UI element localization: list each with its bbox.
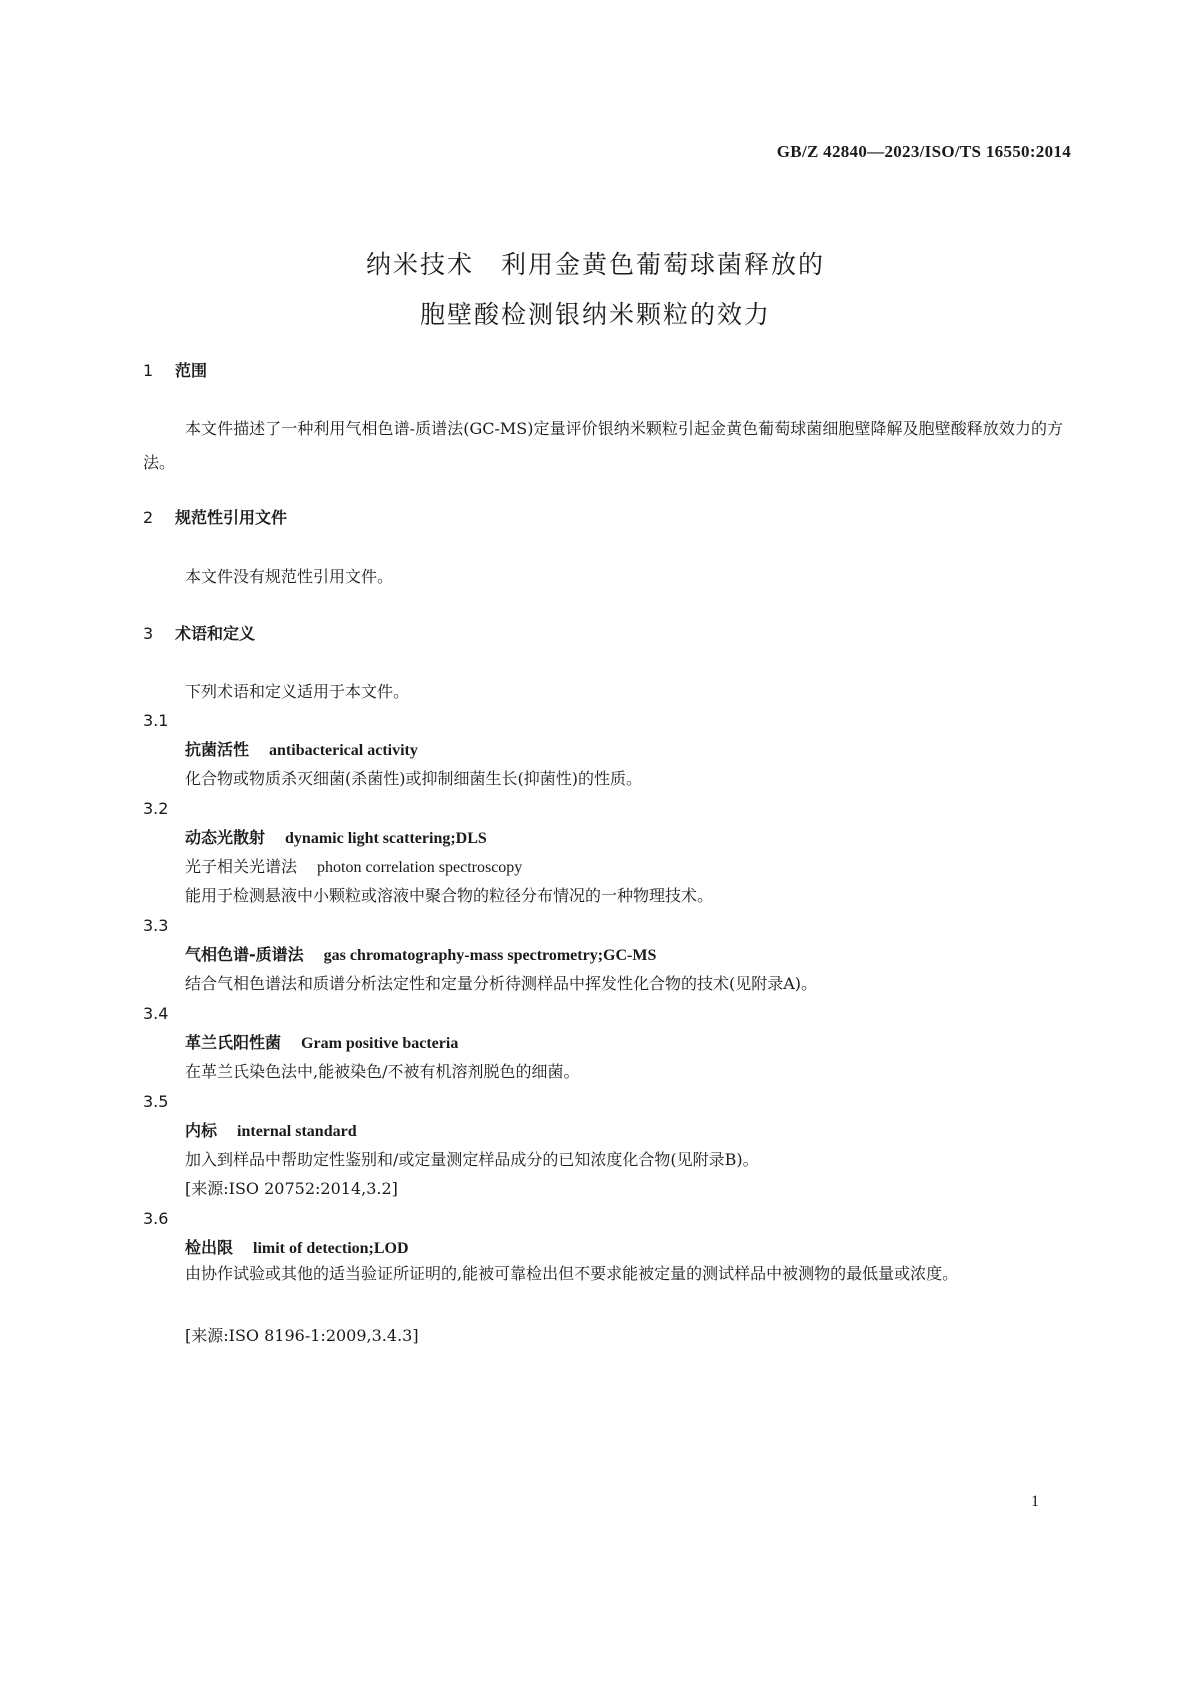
section-3-intro: 下列术语和定义适用于本文件。: [185, 682, 410, 701]
term-title: [185, 1236, 409, 1260]
synonym-zh: 光子相关光谱法: [185, 857, 298, 876]
term-title: [185, 826, 487, 850]
term-number: 3.2: [143, 799, 169, 818]
term-title: [185, 738, 418, 762]
term-zh: 革兰氏阳性菌: [185, 1033, 282, 1052]
section-number: 2: [143, 508, 154, 527]
title-line-1: 纳米技术 利用金黄色葡萄球菌释放的: [365, 250, 825, 279]
term-title: [185, 1031, 458, 1055]
term-en: limit of detection;LOD: [253, 1240, 409, 1257]
term-zh: 气相色谱-质谱法: [185, 945, 304, 964]
section-1-heading: [143, 360, 207, 382]
term-number: 3.1: [143, 711, 169, 730]
term-definition: 在革兰氏染色法中,能被染色/不被有机溶剂脱色的细菌。: [185, 1062, 580, 1081]
section-3-heading: [143, 623, 255, 645]
term-zh: 内标: [185, 1121, 218, 1140]
term-en: dynamic light scattering;DLS: [285, 830, 487, 847]
term-zh: 检出限: [185, 1238, 234, 1257]
term-en: internal standard: [237, 1123, 357, 1140]
term-number: 3.3: [143, 916, 169, 935]
term-en: Gram positive bacteria: [301, 1035, 459, 1052]
term-definition: 能用于检测悬液中小颗粒或溶液中聚合物的粒径分布情况的一种物理技术。: [185, 886, 714, 905]
section-number: 1: [143, 361, 154, 380]
term-zh: 动态光散射: [185, 828, 266, 847]
term-number: 3.4: [143, 1004, 169, 1023]
section-title: 规范性引用文件: [175, 508, 288, 527]
section-2-heading: [143, 507, 287, 529]
section-number: 3: [143, 624, 154, 643]
term-synonym: [185, 855, 522, 879]
term-definition: 由协作试验或其他的适当验证所证明的,能被可靠检出但不要求能被定量的测试样品中被测物的最低量或浓度。: [185, 1264, 959, 1283]
term-zh: 抗菌活性: [185, 740, 250, 759]
term-definition: 结合气相色谱法和质谱分析法定性和定量分析待测样品中挥发性化合物的技术(见附录A)。: [185, 974, 818, 993]
term-title: [185, 1119, 357, 1143]
term-source: [来源:ISO 20752:2014,3.2]: [185, 1179, 398, 1198]
term-number: 3.6: [143, 1209, 169, 1228]
page-number: 1: [1031, 1493, 1039, 1510]
standard-code: GB/Z 42840—2023/ISO/TS 16550:2014: [776, 142, 1071, 161]
document-title: [0, 240, 1191, 340]
section-title: 范围: [175, 361, 208, 380]
section-2-paragraph: 本文件没有规范性引用文件。: [185, 567, 394, 586]
term-definition: 加入到样品中帮助定性鉴别和/或定量测定样品成分的已知浓度化合物(见附录B)。: [185, 1150, 759, 1169]
synonym-en: photon correlation spectroscopy: [317, 859, 523, 876]
term-number: 3.5: [143, 1092, 169, 1111]
term-definition: 化合物或物质杀灭细菌(杀菌性)或抑制细菌生长(抑菌性)的性质。: [185, 769, 642, 788]
term-title: [185, 943, 656, 967]
term-en: gas chromatography-mass spectrometry;GC-MS: [323, 947, 657, 964]
section-title: 术语和定义: [175, 624, 256, 643]
section-1-paragraph: 本文件描述了一种利用气相色谱-质谱法(GC-MS)定量评价银纳米颗粒引起金黄色葡萄球菌细胞壁降解及胞壁酸释放效力的方法。: [143, 419, 1063, 472]
title-line-2: 胞壁酸检测银纳米颗粒的效力: [419, 300, 771, 329]
term-source: [来源:ISO 8196-1:2009,3.4.3]: [185, 1326, 419, 1345]
term-en: antibacterical activity: [269, 742, 418, 759]
